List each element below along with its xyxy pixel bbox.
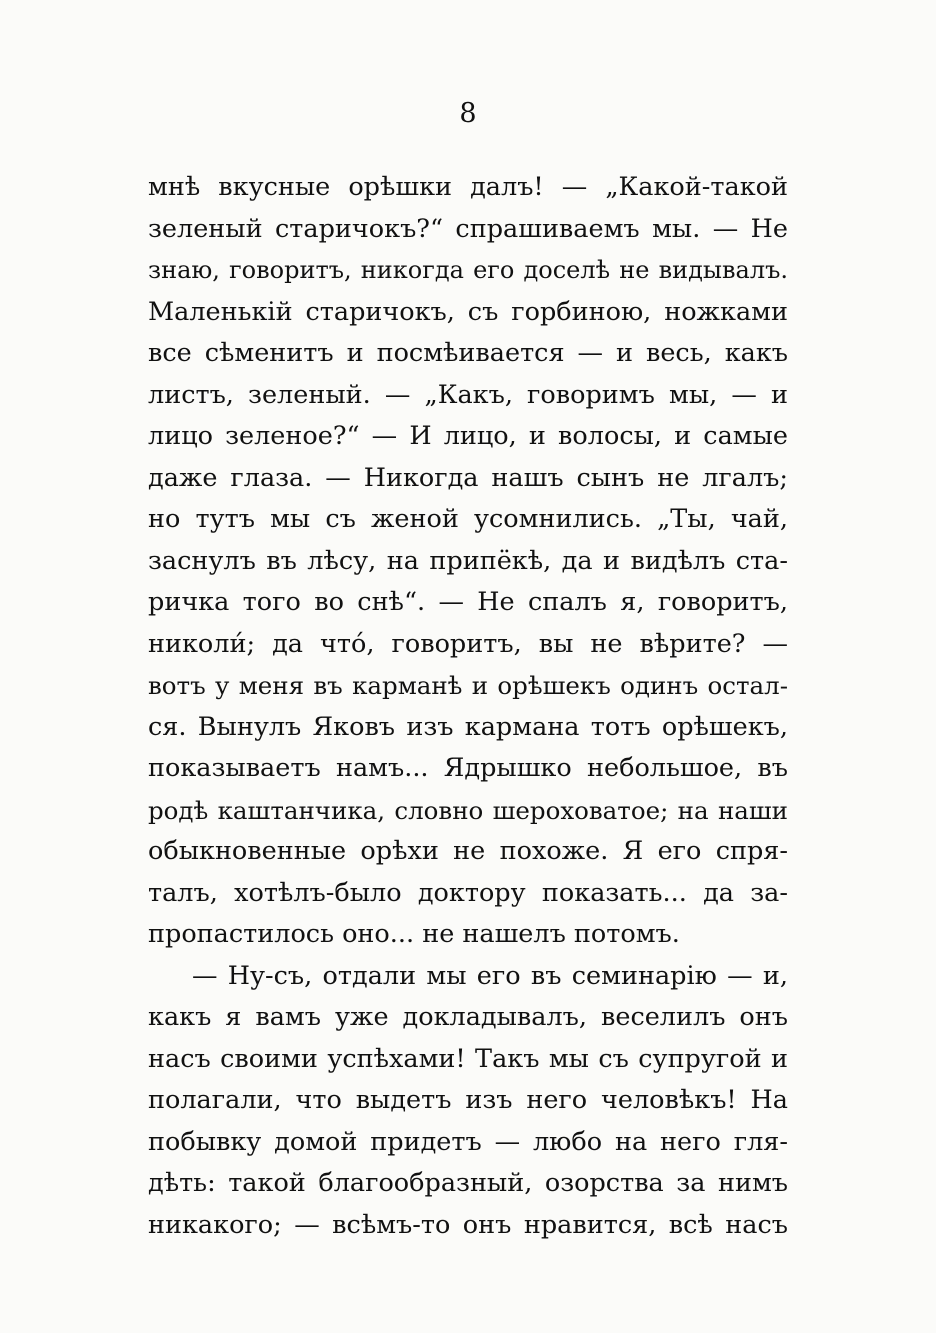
body-text	[148, 167, 788, 1246]
text-line: мнѣ вкусные орѣшки далъ! — „Какой-такой	[148, 172, 788, 202]
text-line: пропастилось оно... не нашелъ потомъ.	[148, 919, 680, 949]
text-line: дѣть: такой благообразный, озорства за нимъ	[148, 1168, 788, 1198]
text-line: — Ну-съ, отдали мы его въ семинарію — и,	[192, 960, 788, 991]
text-line: насъ своими успѣхами! Такъ мы съ супругой и	[148, 1043, 788, 1074]
text-line: никакого; — всѣмъ-то онъ нравится, всѣ насъ	[148, 1209, 788, 1240]
text-line: но тутъ мы съ женой усомнились. „Ты, чай,	[148, 504, 788, 534]
text-line: заснулъ въ лѣсу, на припёкѣ, да и видѣлъ ста-	[148, 545, 788, 576]
text-line: лицо зеленое?“ — И лицо, и волосы, и самые	[148, 421, 788, 451]
text-line: ся. Вынулъ Яковъ изъ кармана тотъ орѣшекъ,	[148, 711, 788, 742]
text-line: показываетъ намъ... Ядрышко небольшое, въ	[148, 753, 788, 783]
text-line: знаю, говоритъ, никогда его доселѣ не видывалъ.	[148, 256, 788, 284]
text-line: талъ, хотѣлъ-было доктору показать... да за-	[148, 877, 788, 908]
text-line: ричка того во снѣ“. — Не спалъ я, говоритъ,	[148, 587, 788, 617]
text-line: обыкновенные орѣхи не похоже. Я его спря-	[148, 836, 788, 866]
text-line: даже глаза. — Никогда нашъ сынъ не лгалъ;	[148, 462, 788, 493]
text-line: все сѣменитъ и посмѣивается — и весь, какъ	[148, 338, 788, 368]
text-line: вотъ у меня въ карманѣ и орѣшекъ одинъ остал-	[148, 671, 788, 700]
text-line: какъ я вамъ уже докладывалъ, веселилъ онъ	[148, 1002, 788, 1032]
page-number: 8	[459, 98, 477, 129]
text-line: Маленькій старичокъ, съ горбиною, ножками	[148, 296, 788, 327]
text-line: листъ, зеленый. — „Какъ, говоримъ мы, — и	[148, 379, 788, 410]
text-line: николи́; да что́, говоритъ, вы не вѣрите? —	[148, 628, 788, 659]
text-line: полагали, что выдетъ изъ него человѣкъ! На	[148, 1085, 788, 1115]
text-line: зеленый старичокъ?“ спрашиваемъ мы. — Не	[148, 213, 788, 244]
text-line: родѣ каштанчика, словно шероховатое; на наши	[148, 795, 788, 825]
text-line: побывку домой придетъ — любо на него гля-	[148, 1126, 788, 1157]
